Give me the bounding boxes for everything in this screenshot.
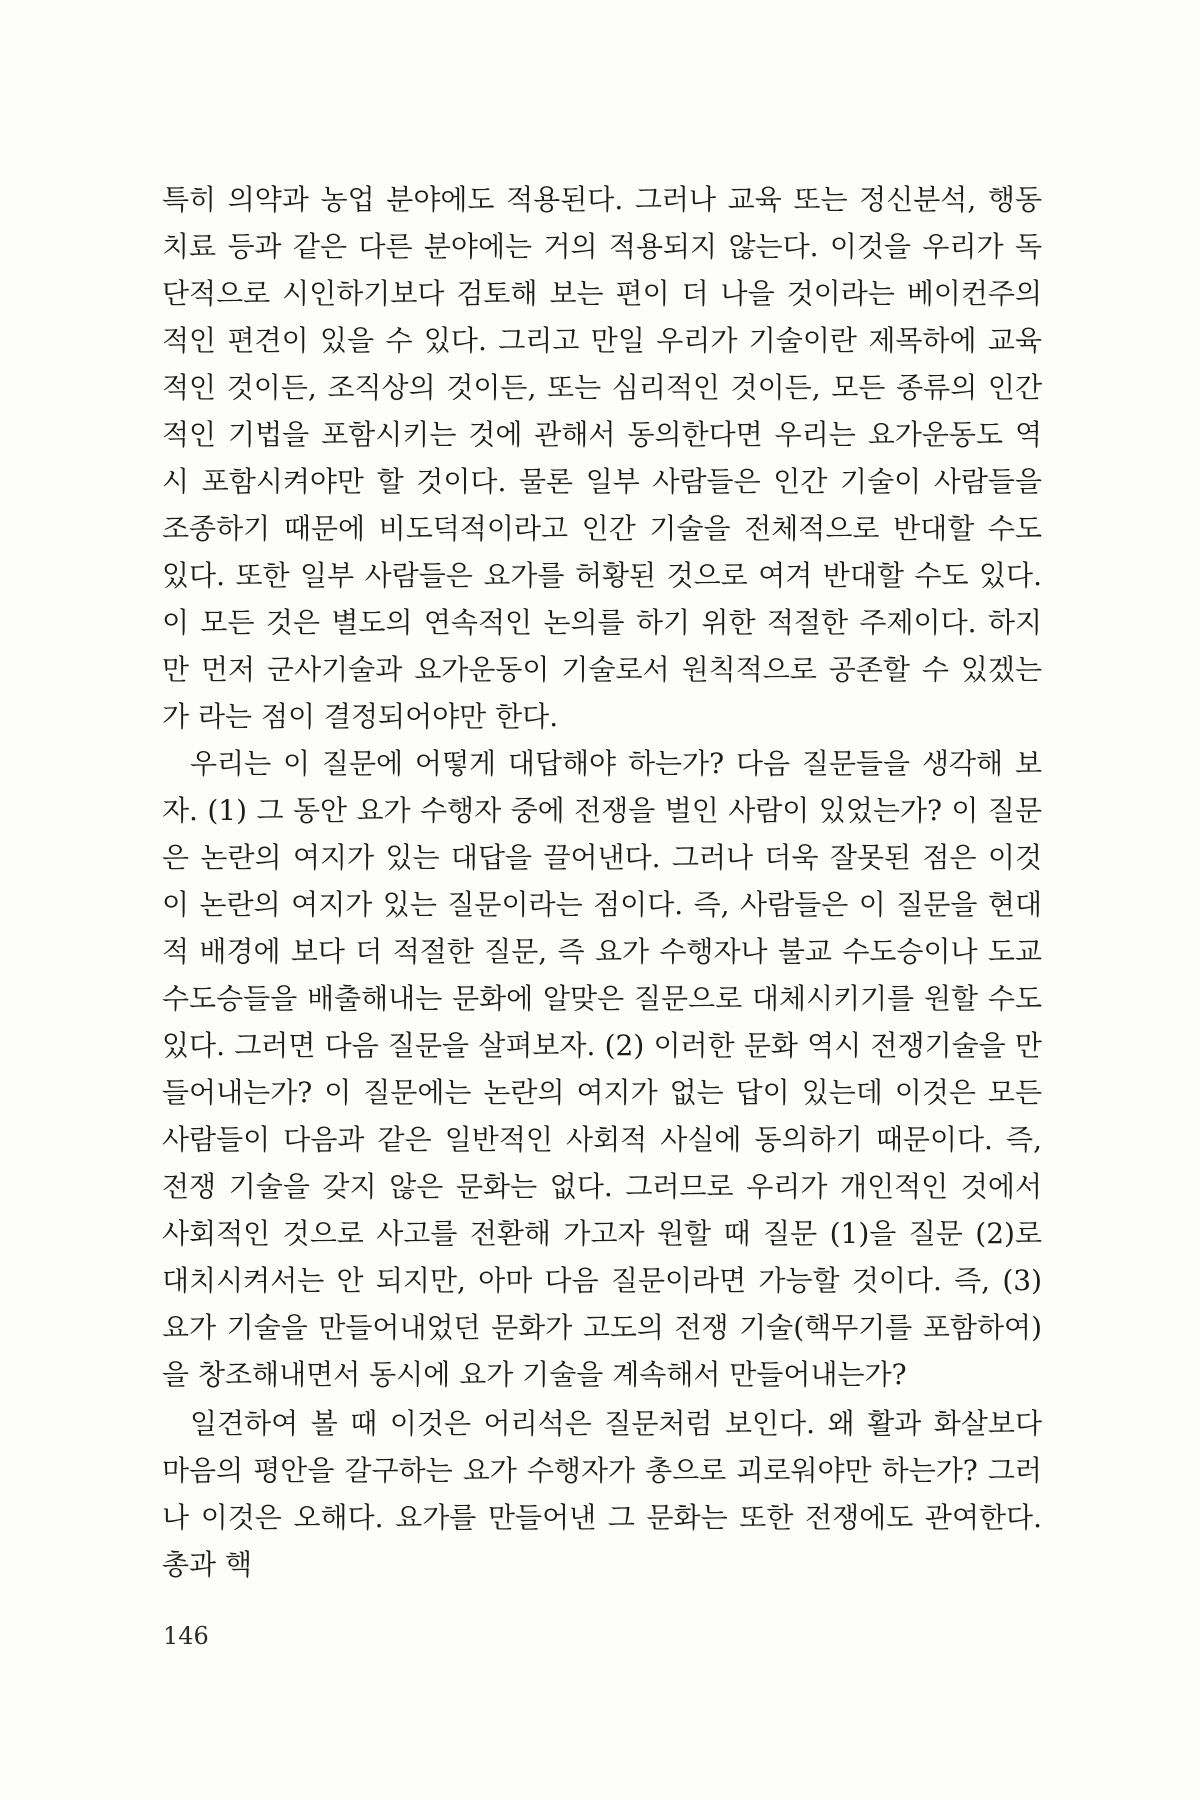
paragraph-2: 우리는 이 질문에 어떻게 대답해야 하는가? 다음 질문들을 생각해 보자. (1) 그 동안 요가 수행자 중에 전쟁을 벌인 사람이 있었는가? 이 질문은 논란의 여지가 있는 대답을 끌어낸다. 그러나 더욱 잘못된 점은 이것이 논란의 여지가 있는 질문이라는 점이다. 즉, 사람들은 이 질문을 현대적 배경에 보다 더 적절한 질문, 즉 요가 수행자나 불교 수도승이나 도교 수도승들을 배출해내는 문화에 알맞은 질문으로 대체시키기를 원할 수도 있다. 그러면 다음 질문을 살펴보자. (2) 이러한 문화 역시 전쟁기술을 만들어내는가? 이 질문에는 논란의 여지가 없는 답이 있는데 이것은 모든 사람들이 다음과 같은 일반적인 사회적 사실에 동의하기 때문이다. 즉, 전쟁 기술을 갖지 않은 문화는 없다. 그러므로 우리가 개인적인 것에서 사회적인 것으로 사고를 전환해 가고자 원할 때 질문 (1)을 질문 (2)로 대치시켜서는 안 되지만, 아마 다음 질문이라면 가능할 것이다. 즉, (3) 요가 기술을 만들어내었던 문화가 고도의 전쟁 기술(핵무기를 포함하여)을 창조해내면서 동시에 요가 기술을 계속해서 만들어내는가? bbox=[162, 747, 1042, 1391]
body-text bbox=[162, 176, 1042, 1588]
paragraph-3: 일견하여 볼 때 이것은 어리석은 질문처럼 보인다. 왜 활과 화살보다 마음의 평안을 갈구하는 요가 수행자가 총으로 괴로워야만 하는가? 그러나 이것은 오해다. 요가를 만들어낸 그 문화는 또한 전쟁에도 관여한다. 총과 핵 bbox=[162, 1407, 1042, 1581]
page-number: 146 bbox=[163, 1622, 209, 1650]
paragraph-1: 특히 의약과 농업 분야에도 적용된다. 그러나 교육 또는 정신분석, 행동치료 등과 같은 다른 분야에는 거의 적용되지 않는다. 이것을 우리가 독단적으로 시인하기보다 검토해 보는 편이 더 나을 것이라는 베이컨주의적인 편견이 있을 수 있다. 그리고 만일 우리가 기술이란 제목하에 교육적인 것이든, 조직상의 것이든, 또는 심리적인 것이든, 모든 종류의 인간적인 기법을 포함시키는 것에 관해서 동의한다면 우리는 요가운동도 역시 포함시켜야만 할 것이다. 물론 일부 사람들은 인간 기술이 사람들을 조종하기 때문에 비도덕적이라고 인간 기술을 전체적으로 반대할 수도 있다. 또한 일부 사람들은 요가를 허황된 것으로 여겨 반대할 수도 있다. 이 모든 것은 별도의 연속적인 논의를 하기 위한 적절한 주제이다. 하지만 먼저 군사기술과 요가운동이 기술로서 원칙적으로 공존할 수 있겠는가 라는 점이 결정되어야만 한다. bbox=[162, 183, 1042, 733]
